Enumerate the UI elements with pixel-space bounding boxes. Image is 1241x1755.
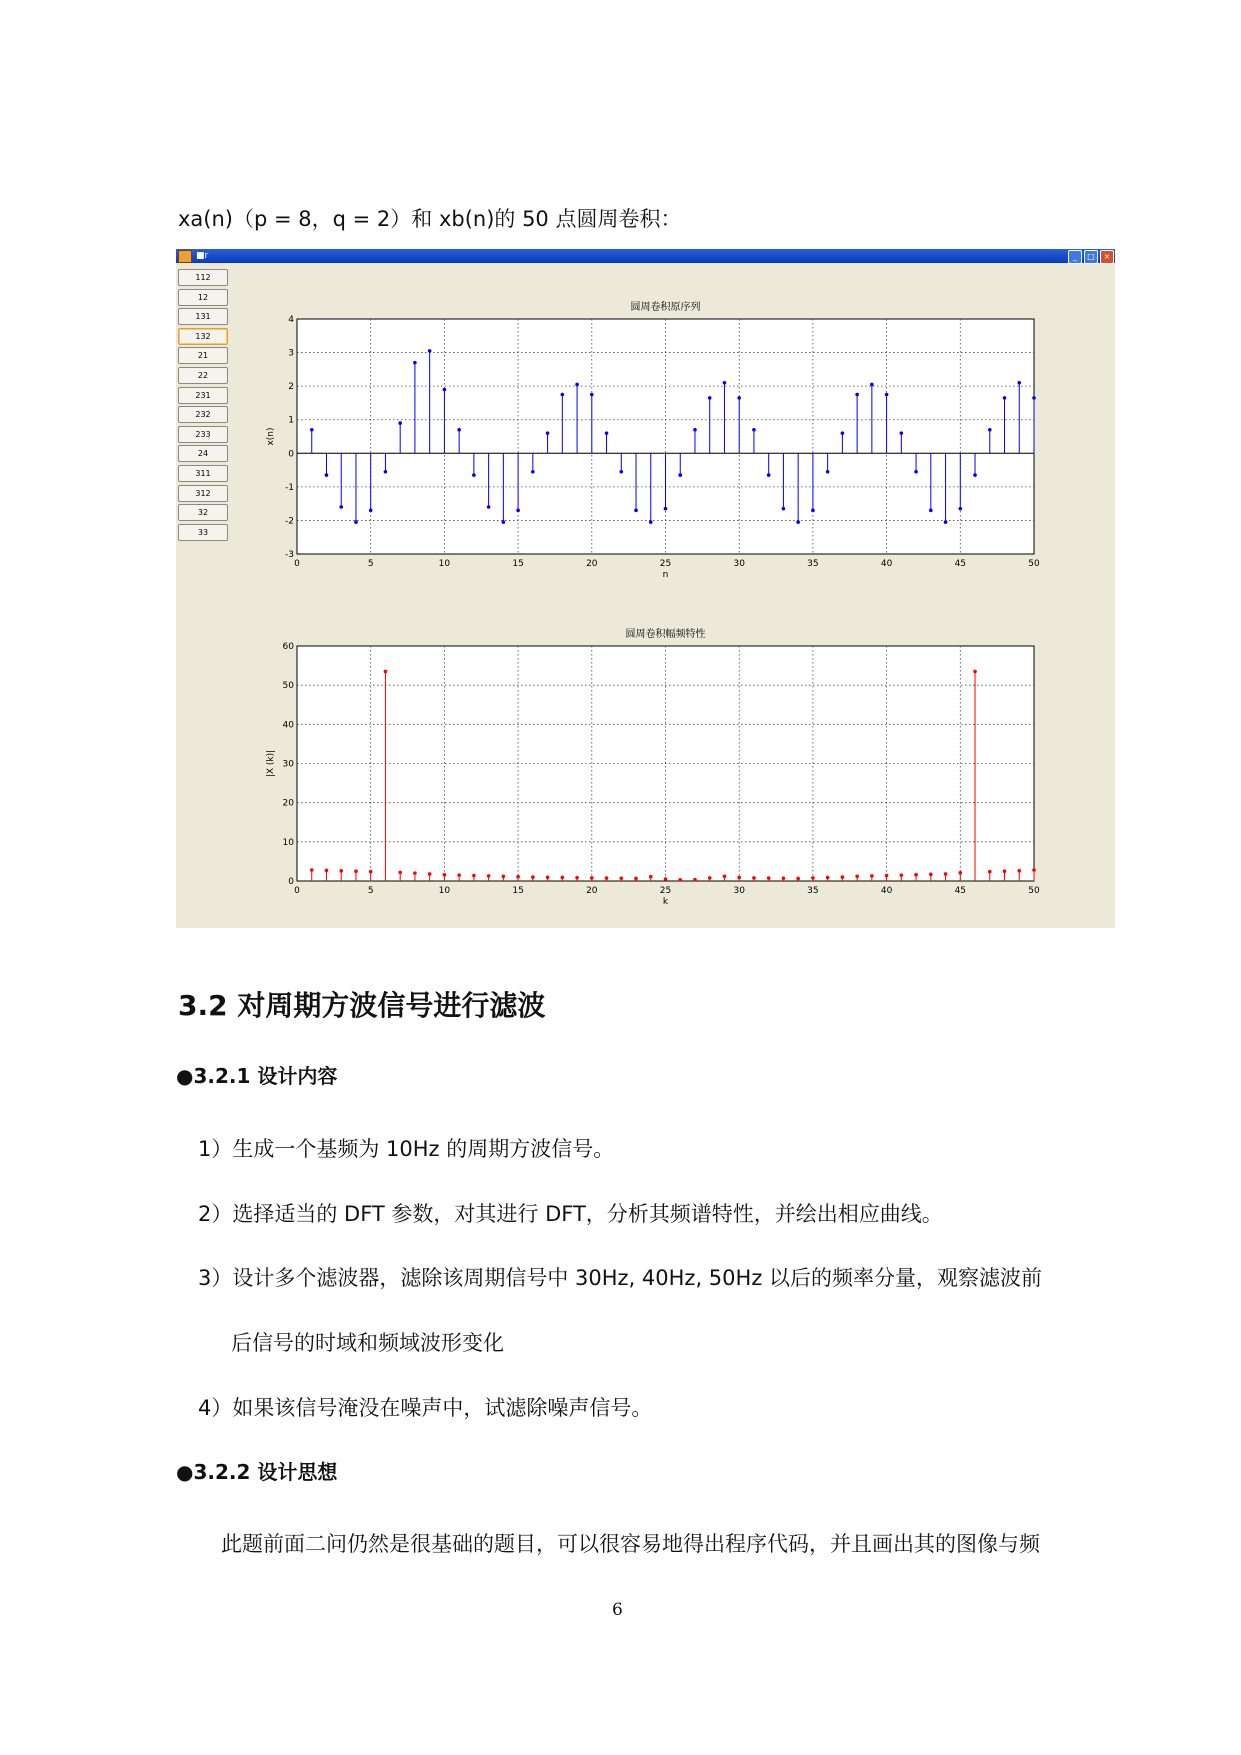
x-tick-label: 25 [659,559,672,569]
subplot-button-21[interactable]: 21 [178,347,228,364]
x-tick-label: 45 [954,559,967,569]
stem-marker [929,509,933,513]
stem-marker [708,876,712,880]
y-tick-label: 40 [282,720,294,731]
stem-marker [973,473,977,477]
x-tick-label: 0 [294,886,300,896]
stem-marker [502,875,506,879]
x-tick-label: 10 [438,559,451,569]
x-tick-label: 45 [954,886,967,896]
stem-marker [782,876,786,880]
y-tick-label: 1 [288,415,294,426]
window-title: ■r [196,251,209,261]
stem-marker [325,869,329,873]
stem-marker [841,875,845,879]
stem-marker [1017,869,1021,873]
stem-marker [723,381,727,385]
x-tick-label: 35 [807,886,819,896]
stem-marker [339,505,343,509]
stem-marker [826,876,830,880]
stem-marker [487,874,491,878]
stem-marker [310,868,314,872]
stem-marker [634,877,638,881]
stem-marker [767,876,771,880]
list-item: 1）生成一个基频为 10Hz 的周期方波信号。 [198,1137,615,1161]
stem-marker [723,875,727,879]
y-tick-label: -1 [285,482,294,493]
stem-marker [443,873,447,877]
stem-marker [959,871,963,875]
subplot-button-232[interactable]: 232 [178,406,228,423]
stem-marker [811,876,815,880]
section-heading: 3.2 对周期方波信号进行滤波 [178,989,546,1022]
y-axis-label: |X (k)| [266,749,276,778]
stem-marker [752,876,756,880]
stem-marker [885,393,889,397]
stem-marker [398,421,402,425]
stem-marker [841,431,845,435]
x-tick-label: 20 [586,559,598,569]
matlab-figure-window [176,249,1115,928]
subplot-button-24[interactable]: 24 [178,445,228,462]
y-tick-label: 10 [282,837,294,848]
stem-marker [1032,396,1036,400]
stem-marker [575,876,579,880]
y-axis-label: x(n) [266,427,276,446]
y-tick-label: -3 [285,550,294,560]
stem-marker [472,473,476,477]
stem-marker [384,670,388,674]
stem-marker [619,470,623,474]
stem-marker [693,878,697,882]
stem-marker [575,383,579,387]
stem-marker [561,393,565,397]
stem-marker [354,520,358,524]
stem-marker [737,396,741,400]
subplot-button-33[interactable]: 33 [178,524,228,541]
stem-marker [959,507,963,511]
stem-marker [472,874,476,878]
chart-title: 圆周卷积原序列 [630,302,701,313]
page-number: 6 [612,1600,623,1620]
stem-marker [664,507,668,511]
y-tick-label: 50 [282,681,294,692]
stem-marker [561,876,565,880]
stem-marker [767,473,771,477]
list-item: 4）如果该信号淹没在噪声中，试滤除噪声信号。 [198,1396,653,1420]
stem-marker [413,361,417,365]
stem-marker [885,874,889,878]
stem-marker [796,520,800,524]
stem-marker [826,470,830,474]
chart-2 [266,627,1040,907]
subplot-button-131[interactable]: 131 [178,308,228,325]
stem-marker [929,873,933,877]
y-tick-label: -2 [285,516,294,527]
x-tick-label: 50 [1028,559,1040,569]
chart-1 [266,300,1040,580]
x-tick-label: 20 [586,886,598,896]
stem-marker [590,876,594,880]
intro-line: xa(n)（p = 8，q = 2）和 xb(n)的 50 点圆周卷积： [178,207,682,231]
stem-marker [914,873,918,877]
plots-canvas [176,249,1115,928]
y-tick-label: 60 [282,642,294,652]
y-tick-label: 3 [288,348,294,359]
stem-marker [973,670,977,674]
stem-marker [1003,396,1007,400]
stem-marker [619,876,623,880]
stem-marker [516,875,520,879]
stem-marker [531,470,535,474]
x-tick-label: 30 [733,559,745,569]
x-tick-label: 5 [367,559,374,569]
stem-marker [428,349,432,353]
x-tick-label: 40 [880,559,893,569]
stem-marker [398,871,402,875]
stem-marker [443,388,447,392]
subplot-button-132[interactable]: 132 [178,328,228,345]
stem-marker [428,872,432,876]
x-tick-label: 40 [880,886,893,896]
stem-marker [516,509,520,513]
stem-marker [487,505,491,509]
x-tick-label: 30 [733,886,745,896]
stem-marker [1017,381,1021,385]
list-item-continuation: 后信号的时域和频域波形变化 [231,1331,504,1355]
stem-marker [752,428,756,432]
stem-marker [988,870,992,874]
stem-marker [914,470,918,474]
stem-marker [649,875,653,879]
subsection-design-content: ●3.2.1 设计内容 [176,1064,338,1088]
stem-marker [678,473,682,477]
stem-marker [988,428,992,432]
x-tick-label: 25 [659,886,672,896]
y-tick-label: 0 [288,877,294,887]
stem-marker [531,875,535,879]
subplot-button-112[interactable]: 112 [178,269,228,286]
stem-marker [457,873,461,877]
x-tick-label: 15 [512,886,524,896]
close-button[interactable]: × [1100,250,1114,264]
list-item: 3）设计多个滤波器，滤除该周期信号中 30Hz, 40Hz, 50Hz 以后的频率分量，观察滤波前 [198,1266,1043,1290]
stem-marker [811,509,815,513]
subplot-button-231[interactable]: 231 [178,387,228,404]
maximize-button[interactable]: □ [1084,250,1098,264]
minimize-button[interactable]: _ [1068,250,1082,264]
stem-marker [457,428,461,432]
stem-marker [664,877,668,881]
stem-marker [384,470,388,474]
stem-marker [325,473,329,477]
stem-marker [649,520,653,524]
y-tick-label: 30 [282,759,294,770]
stem-marker [546,875,550,879]
x-axis-label: n [662,570,669,580]
stem-marker [634,509,638,513]
stem-marker [369,870,373,874]
stem-marker [590,393,594,397]
stem-marker [1003,869,1007,873]
stem-marker [502,520,506,524]
stem-marker [900,873,904,877]
x-axis-label: k [662,897,669,907]
stem-marker [546,431,550,435]
stem-marker [605,431,609,435]
stem-marker [354,869,358,873]
subplot-button-311[interactable]: 311 [178,465,228,482]
stem-marker [413,871,417,875]
stem-marker [944,872,948,876]
x-tick-label: 35 [807,559,819,569]
stem-marker [900,431,904,435]
stem-marker [1032,868,1036,872]
stem-marker [944,520,948,524]
stem-marker [870,383,874,387]
chart-title: 圆周卷积幅频特性 [625,629,706,640]
subplot-button-233[interactable]: 233 [178,426,228,443]
stem-marker [796,877,800,881]
stem-marker [678,878,682,882]
stem-marker [339,869,343,873]
x-tick-label: 50 [1028,886,1040,896]
stem-marker [310,428,314,432]
y-tick-label: 0 [288,449,294,460]
subsection-design-idea: ●3.2.2 设计思想 [176,1460,338,1484]
stem-marker [708,396,712,400]
y-tick-label: 20 [282,798,294,809]
stem-marker [855,875,859,879]
y-tick-label: 4 [288,315,294,325]
y-tick-label: 2 [288,382,294,393]
list-item: 2）选择适当的 DFT 参数，对其进行 DFT，分析其频谱特性，并绘出相应曲线。 [198,1202,943,1226]
stem-marker [737,876,741,880]
stem-marker [693,428,697,432]
stem-marker [605,876,609,880]
subplot-button-22[interactable]: 22 [178,367,228,384]
x-tick-label: 10 [438,886,451,896]
x-tick-label: 0 [294,559,300,569]
stem-marker [782,507,786,511]
x-tick-label: 15 [512,559,524,569]
stem-marker [855,393,859,397]
stem-marker [369,509,373,513]
x-tick-label: 5 [367,886,374,896]
subplot-button-312[interactable]: 312 [178,485,228,502]
subplot-button-12[interactable]: 12 [178,289,228,306]
stem-marker [870,874,874,878]
subplot-button-32[interactable]: 32 [178,504,228,521]
paragraph: 此题前面二问仍然是很基础的题目，可以很容易地得出程序代码，并且画出其的图像与频 [221,1532,1040,1556]
